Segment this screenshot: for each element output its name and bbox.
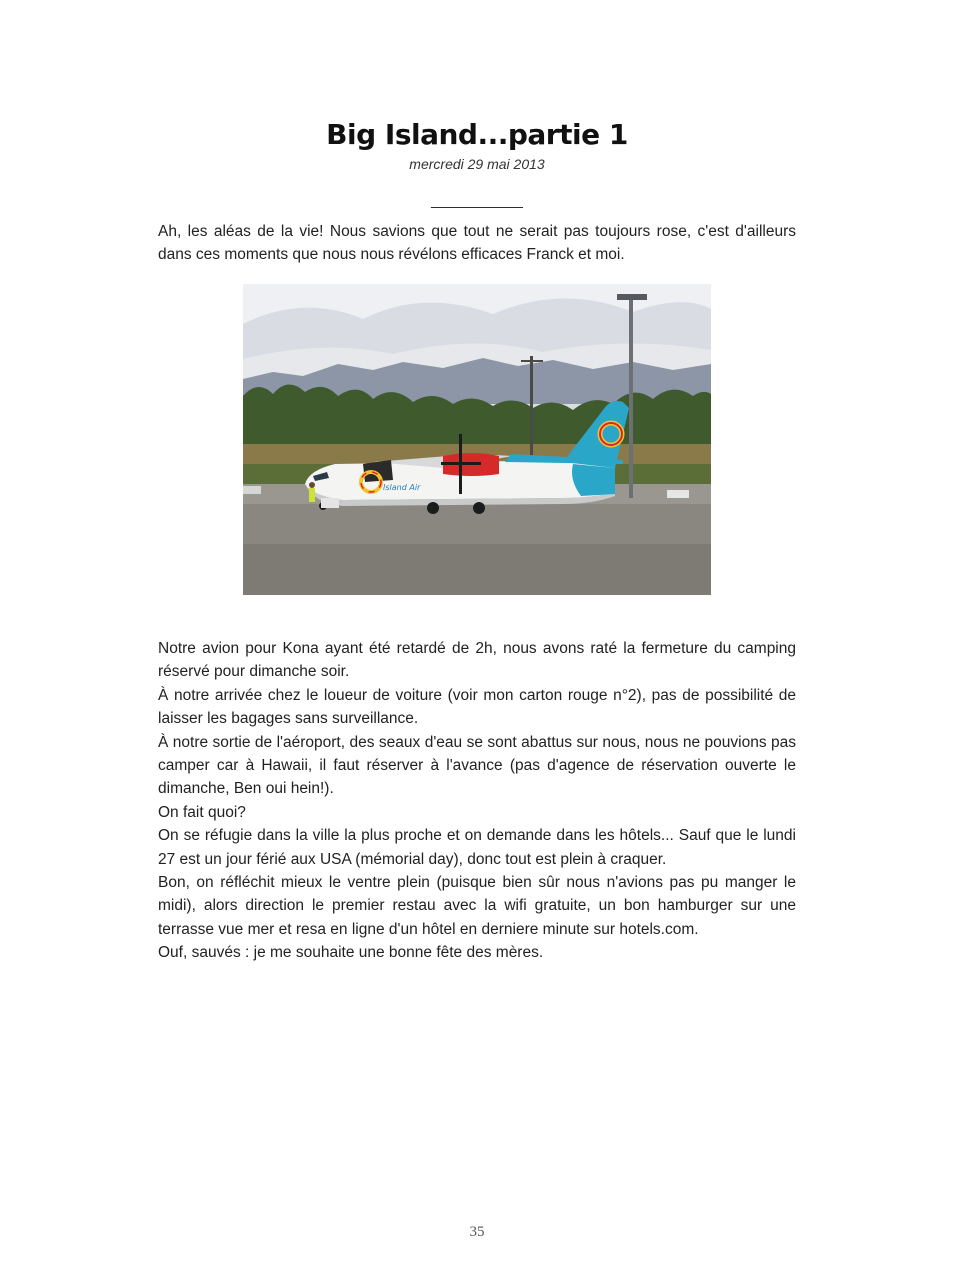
body-line: À notre sortie de l'aéroport, des seaux d'eau se sont abattus sur nous, nous ne pouvions pas camper car à Hawaii, il faut réserver à l'avance (pas d'agence de réservation ouverte le dimanche, Ben oui hein!). [158,733,796,798]
body-line: Ouf, sauvés : je me souhaite une bonne fête des mères. [158,944,544,962]
separator: ___________ [431,192,523,209]
airplane-photo [243,284,711,595]
intro-text: Ah, les aléas de la vie! Nous savions que tout ne serait pas toujours rose, c'est d'ailleurs dans ces moments que nous nous révélons efficaces Franck et moi. [158,223,796,264]
airline-logo-text: Island Air [383,483,421,492]
post-title: Big Island...partie 1 [326,118,628,151]
body-line: Notre avion pour Kona ayant été retardé de 2h, nous avons raté la fermeture du camping réservé pour dimanche soir. [158,640,796,681]
body-line: Bon, on réfléchit mieux le ventre plein (puisque bien sûr nous n'avions pas pu manger le midi), alors direction le premier restau avec la wifi gratuite, un bon hamburger sur une terrasse vue mer et resa en ligne d'un hôtel en derniere minute sur hotels.com. [158,874,796,938]
page-number: 35 [469,1224,485,1240]
intro-paragraph [158,220,796,267]
post-date: mercredi 29 mai 2013 [409,156,545,172]
body-line: À notre arrivée chez le loueur de voiture (voir mon carton rouge n°2), pas de possibilité de laisser les bagages sans surveillance. [158,686,796,728]
photo-light-pole [629,298,633,498]
ground-worker [309,488,315,502]
body-line: On se réfugie dans la ville la plus proche et on demande dans les hôtels... Sauf que le lundi 27 est un jour férié aux USA (mémorial day), donc tout est plein à craquer. [158,827,796,868]
body-paragraph [158,637,796,965]
body-line: On fait quoi? [158,803,246,821]
